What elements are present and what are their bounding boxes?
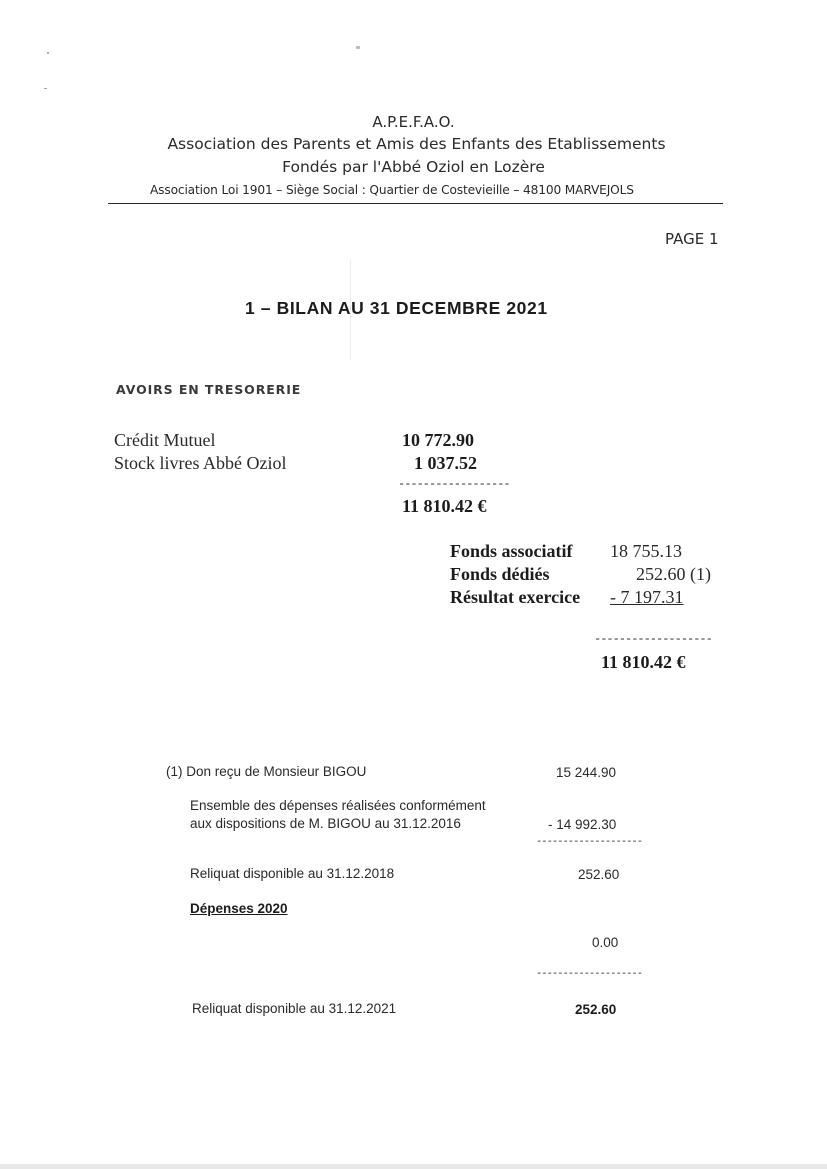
association-name-line2: Fondés par l'Abbé Oziol en Lozère (282, 158, 545, 176)
page-edge (0, 1164, 827, 1169)
note-reliquat-2018-value: 252.60 (578, 867, 620, 882)
scan-speck (44, 88, 47, 89)
assets-heading: AVOIRS EN TRESORERIE (116, 382, 302, 397)
asset-label-stock-livres: Stock livres Abbé Oziol (114, 453, 287, 473)
assets-total: 11 810.42 € (402, 496, 487, 516)
note-reliquat-2018-label: Reliquat disponible au 31.12.2018 (190, 866, 395, 881)
liabilities-separator: ------------------- (594, 632, 712, 646)
scan-speck (356, 46, 360, 49)
page-title: 1 – BILAN AU 31 DECEMBRE 2021 (245, 298, 548, 318)
note-depenses-value: - 14 992.30 (548, 817, 617, 832)
note-separator-1: -------------------- (536, 836, 643, 848)
asset-value-credit-mutuel: 10 772.90 (402, 430, 474, 450)
page-number: PAGE 1 (665, 230, 719, 248)
note-depenses-line2: aux dispositions de M. BIGOU au 31.12.2016 (190, 816, 461, 831)
association-name-line1: Association des Parents et Amis des Enfants des Etablissements (167, 135, 666, 153)
scan-speck (47, 52, 49, 54)
fund-label-resultat: Résultat exercice (450, 587, 581, 607)
asset-label-credit-mutuel: Crédit Mutuel (114, 430, 216, 450)
liabilities-total: 11 810.42 € (601, 652, 686, 672)
fund-label-associatif: Fonds associatif (450, 541, 573, 561)
association-acronym: A.P.E.F.A.O. (372, 113, 455, 131)
association-address: Association Loi 1901 – Siège Social : Quartier de Costevieille – 48100 MARVEJOLS (150, 183, 634, 197)
note-depenses-2020-value: 0.00 (592, 935, 619, 950)
note-depenses-2020-heading: Dépenses 2020 (190, 901, 288, 916)
header-rule (108, 203, 723, 204)
note-don-label: (1) Don reçu de Monsieur BIGOU (166, 764, 367, 779)
assets-separator: ------------------ (398, 477, 510, 491)
fund-value-resultat: - 7 197.31 (610, 587, 684, 607)
note-reliquat-2021-value: 252.60 (575, 1002, 617, 1017)
note-depenses-line1: Ensemble des dépenses réalisées conformément (190, 798, 486, 813)
fund-label-dedies: Fonds dédiés (450, 564, 550, 584)
fund-value-dedies: 252.60 (1) (636, 564, 711, 584)
fund-value-associatif: 18 755.13 (610, 541, 682, 561)
note-reliquat-2021-label: Reliquat disponible au 31.12.2021 (192, 1001, 397, 1016)
note-don-value: 15 244.90 (556, 765, 617, 780)
note-separator-2: -------------------- (536, 968, 643, 980)
asset-value-stock-livres: 1 037.52 (414, 453, 477, 473)
